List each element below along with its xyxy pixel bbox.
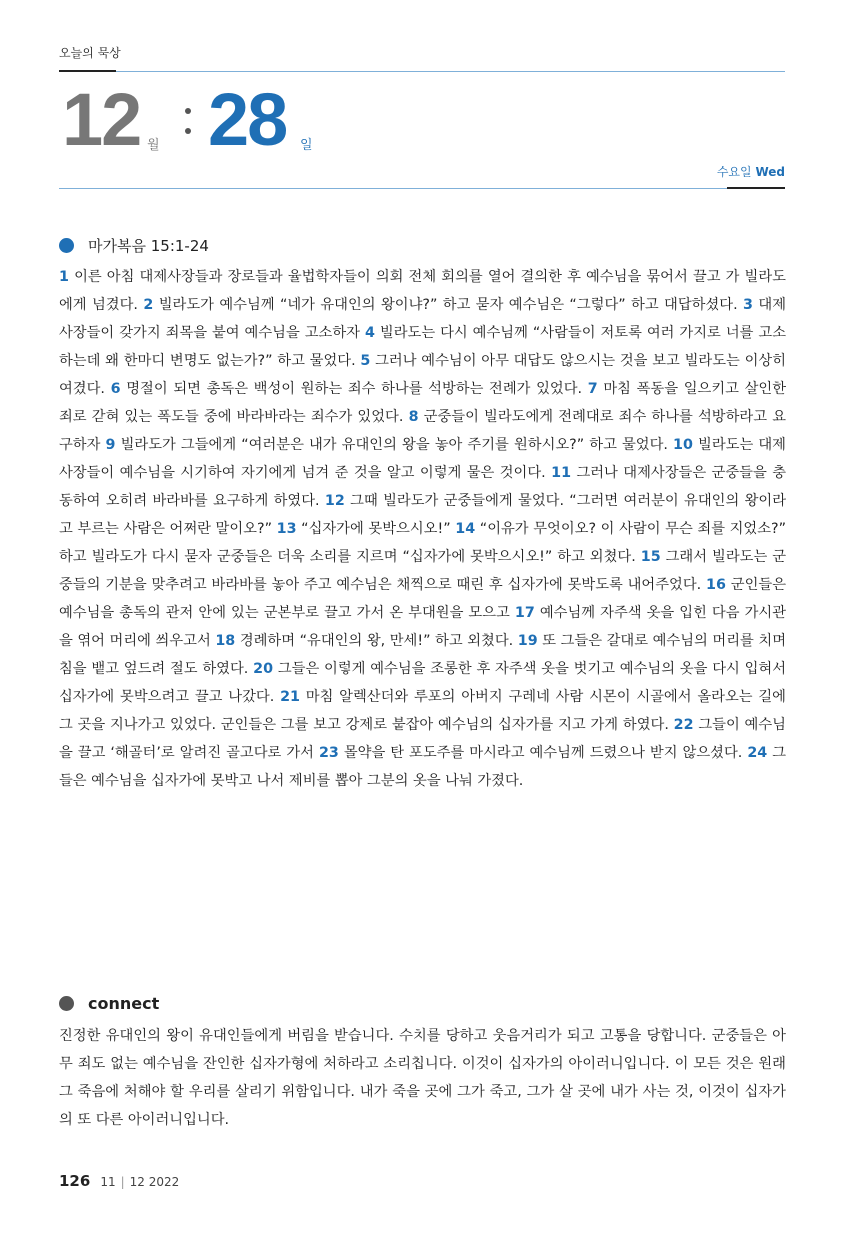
verse-text: 대제사장들이 갖가지 죄목을 붙여 예수님을 고소하자 xyxy=(59,297,787,341)
verse-text: 마침 폭동을 일으키고 살인한 죄로 갇혀 있는 폭도들 중에 바라바라는 죄수가 있었다. xyxy=(59,381,787,425)
verse-text: 예수님께 자주색 옷을 입힌 다음 가시관을 엮어 머리에 씌우고서 xyxy=(59,605,787,649)
issue-date: 12 2022 xyxy=(129,1175,180,1189)
verse-text: 그때 빌라도가 군중들에게 물었다. “그러면 여러분이 유대인의 왕이라고 부르는 사람은 어쩌란 말이오?” xyxy=(59,493,787,537)
verse-number: 4 xyxy=(364,325,375,341)
weekday-underline xyxy=(727,187,785,189)
verse-text: 명절이 되면 총독은 백성이 원하는 죄수 하나를 석방하는 전례가 있었다. xyxy=(126,381,583,397)
weekday-en: Wed xyxy=(755,165,785,179)
verse-number: 7 xyxy=(587,381,598,397)
month-unit: 월 xyxy=(147,138,160,153)
verse-number: 2 xyxy=(143,297,154,313)
verse-number: 19 xyxy=(517,633,538,649)
verse-number: 24 xyxy=(747,745,768,761)
verse-text: 빌라도가 예수님께 “네가 유대인의 왕이냐?” 하고 묻자 예수님은 “그렇다” 하고 대답하셨다. xyxy=(158,297,738,313)
verse-text: 마침 알렉산더와 루포의 아버지 구레네 사람 시몬이 시골에서 올라오는 길에 그 곳을 지나가고 있었다. 군인들은 그를 보고 강제로 붙잡아 예수님의 십자가를 지고 가게 하였다. xyxy=(59,689,786,733)
verse-text: 그러나 대제사장들은 군중들을 충동하여 오히려 바라바를 요구하게 하였다. xyxy=(59,465,786,509)
verse-text: 그들은 예수님을 십자가에 못박고 나서 제비를 뽑아 그분의 옷을 나눠 가졌다. xyxy=(59,745,787,789)
scripture-heading xyxy=(59,235,209,256)
issue-divider: | xyxy=(120,1175,125,1189)
verse-number: 15 xyxy=(640,549,661,565)
verse-number: 6 xyxy=(110,381,121,397)
scripture-reference: 마가복음 15:1-24 xyxy=(88,237,209,255)
weekday xyxy=(717,163,785,180)
verse-number: 9 xyxy=(105,437,116,453)
verse-number: 21 xyxy=(280,689,300,705)
page-footer xyxy=(59,1172,179,1190)
verse-text: 그러나 예수님이 아무 대답도 않으시는 것을 보고 빌라도는 이상히 여겼다. xyxy=(59,353,787,397)
verse-text: 그들이 예수님을 끌고 ‘해골터’로 알려진 골고다로 가서 xyxy=(59,717,786,761)
scripture-text xyxy=(59,263,786,795)
verse-number: 5 xyxy=(360,353,371,369)
connect-heading xyxy=(59,994,159,1013)
date-separator-dot-top xyxy=(185,108,191,114)
page-number: 126 xyxy=(59,1172,91,1190)
date-separator-dot-bottom xyxy=(185,128,191,134)
header-underline xyxy=(59,70,116,72)
connect-title: connect xyxy=(88,994,160,1013)
verse-text: 빌라도가 그들에게 “여러분은 내가 유대인의 왕을 놓아 주기를 원하시오?” 하고 물었다. xyxy=(120,437,668,453)
issue-month: 11 xyxy=(100,1175,116,1189)
verse-number: 17 xyxy=(514,605,535,621)
verse-text: 빌라도는 대제사장들이 예수님을 시기하여 자기에게 넘겨 준 것을 알고 이렇게 물은 것이다. xyxy=(59,437,786,481)
verse-text: 또 그들은 갈대로 예수님의 머리를 치며 침을 뱉고 엎드려 절도 하였다. xyxy=(59,633,787,677)
date-rule xyxy=(59,188,727,189)
verse-text: 경례하며 “유대인의 왕, 만세!” 하고 외쳤다. xyxy=(239,633,514,649)
verse-text: 군인들은 예수님을 총독의 관저 안에 있는 군본부로 끌고 가서 온 부대원을 모으고 xyxy=(59,577,787,621)
verse-number: 16 xyxy=(706,577,726,593)
gray-bullet-icon xyxy=(59,996,74,1011)
verse-text: 군중들이 빌라도에게 전례대로 죄수 하나를 석방하라고 요구하자 xyxy=(59,409,787,453)
verse-number: 13 xyxy=(276,521,297,537)
verse-number: 22 xyxy=(673,717,694,733)
blue-bullet-icon xyxy=(59,238,74,253)
header-rule xyxy=(116,71,785,72)
verse-text: 그들은 이렇게 예수님을 조롱한 후 자주색 옷을 벗기고 예수님의 옷을 다시 입혀서 십자가에 못박으려고 끌고 나갔다. xyxy=(59,661,787,705)
verse-text: 빌라도는 다시 예수님께 “사람들이 저토록 여러 가지로 너를 고소하는데 왜 한마디 변명도 없는가?” 하고 물었다. xyxy=(59,325,787,369)
weekday-ko: 수요일 xyxy=(716,165,752,179)
issue-info xyxy=(100,1175,179,1189)
verse-number: 10 xyxy=(673,437,693,453)
verse-text: 그래서 빌라도는 군중들의 기분을 맞추려고 바라바를 놓아 주고 예수님은 채찍으로 때린 후 십자가에 못박도록 내어주었다. xyxy=(59,549,787,593)
verse-number: 8 xyxy=(408,409,419,425)
verse-number: 23 xyxy=(318,745,339,761)
verse-number: 20 xyxy=(253,661,274,677)
connect-text: 진정한 유대인의 왕이 유대인들에게 버림을 받습니다. 수치를 당하고 웃음거리가 되고 고통을 당합니다. 군중들은 아무 죄도 없는 예수님을 잔인한 십자가형에 처하라고 소리칩니다. 이것이 십자가의 아이러니입니다. 이 모든 것은 원래 그 죽음에 처해야 할 우리를 살리기 위함입니다. 내가 죽을 곳에 그가 죽고, 그가 살 곳에 내가 사는 것, 이것이 십자가의 또 다른 아이러니입니다. xyxy=(59,1028,786,1128)
verse-text: 이른 아침 대제사장들과 장로들과 율법학자들이 의회 전체 회의를 열어 결의한 후 예수님을 묶어서 끌고 가 빌라도에게 넘겼다. xyxy=(59,269,786,313)
verse-number: 12 xyxy=(324,493,345,509)
verse-text: “십자가에 못박으시오!” xyxy=(301,521,451,537)
verse-number: 1 xyxy=(59,269,69,285)
section-label: 오늘의 묵상 xyxy=(59,46,121,60)
verse-text: 몰약을 탄 포도주를 마시라고 예수님께 드렸으나 받지 않으셨다. xyxy=(343,745,743,761)
verse-number: 11 xyxy=(551,465,572,481)
verse-number: 14 xyxy=(455,521,476,537)
day-unit: 일 xyxy=(300,138,313,153)
verse-number: 18 xyxy=(215,633,236,649)
verse-text: “이유가 무엇이오? 이 사람이 무슨 죄를 지었소?” 하고 빌라도가 다시 묻자 군중들은 더욱 소리를 지르며 “십자가에 못박으시오!” 하고 외쳤다. xyxy=(59,521,787,565)
day-number: 28 xyxy=(208,78,287,161)
month-number: 12 xyxy=(62,78,141,161)
verse-number: 3 xyxy=(743,297,753,313)
